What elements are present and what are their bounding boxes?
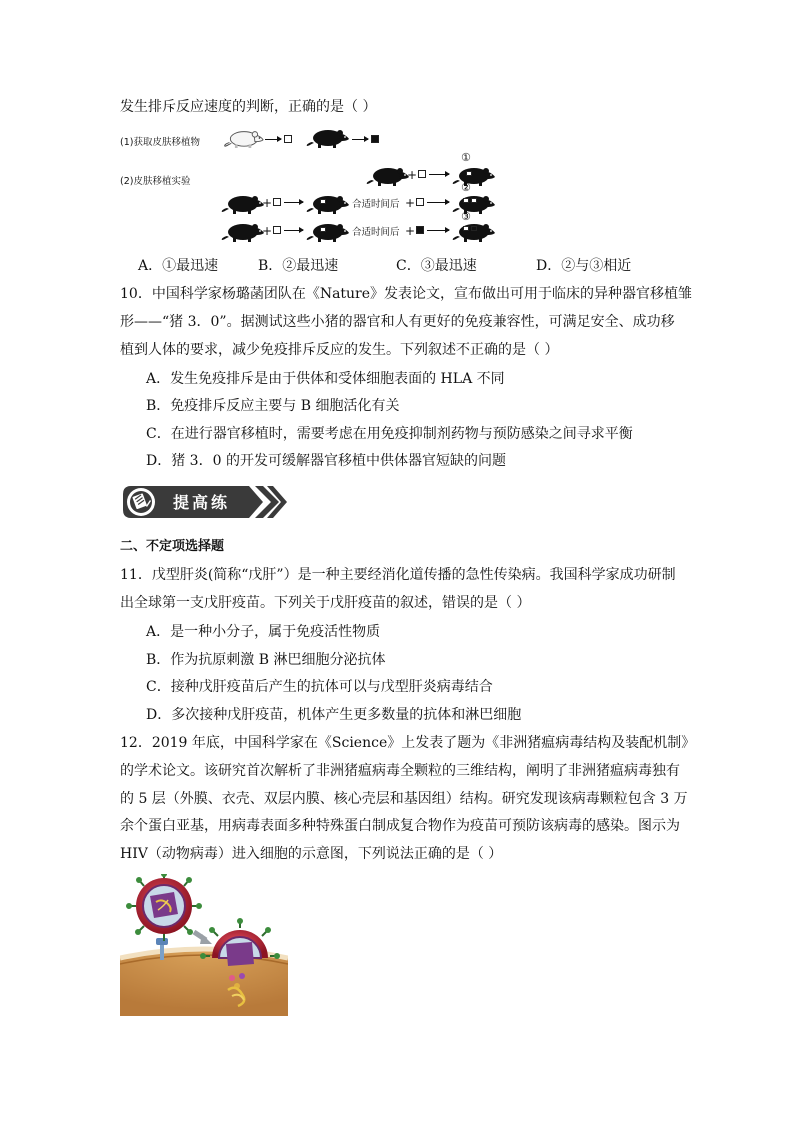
black-skin-graft-icon	[416, 226, 424, 234]
arrow	[429, 174, 449, 175]
q11-option-b: B．作为抗原刺激 B 淋巴细胞分泌抗体	[146, 652, 386, 668]
black-mouse-grafted	[452, 220, 496, 242]
practice-banner	[121, 484, 287, 520]
black-mouse-grafted	[306, 192, 350, 214]
q9-stem-tail: 发生排斥反应速度的判断，正确的是（ ）	[120, 99, 377, 115]
q12-stem-line: 的学术论文。该研究首次解析了非洲猪瘟病毒全颗粒的三维结构，阐明了非洲猪瘟病毒独有	[120, 763, 680, 779]
q9-option-b: B．②最迅速	[258, 258, 339, 274]
plus-sign: +	[407, 168, 418, 182]
arrow	[427, 202, 449, 203]
q10-stem-line: 植到人体的要求，减少免疫排斥反应的发生。下列叙述不正确的是（ ）	[120, 342, 559, 358]
q11-stem-line: 出全球第一支戊肝疫苗。下列关于戊肝疫苗的叙述，错误的是（ ）	[120, 595, 531, 611]
black-mouse-grafted	[452, 164, 496, 186]
mark-3: ③	[461, 210, 471, 223]
q10-option-c: C．在进行器官移植时，需要考虑在用免疫抑制剂药物与预防感染之间寻求平衡	[146, 426, 633, 442]
black-skin-graft-icon	[371, 135, 379, 143]
graft-patch-icon	[463, 198, 469, 203]
diagram-step1-label: (1)获取皮肤移植物	[120, 137, 200, 148]
arrow	[284, 202, 303, 203]
white-skin-graft-icon	[418, 170, 426, 178]
black-mouse-grafted	[452, 192, 496, 214]
black-mouse	[221, 220, 265, 242]
white-skin-graft-icon	[284, 135, 292, 143]
q12-stem-line: HIV（动物病毒）进入细胞的示意图，下列说法正确的是（ ）	[120, 846, 503, 862]
white-skin-graft-icon	[416, 198, 424, 206]
white-skin-graft-icon	[273, 226, 281, 234]
q11-option-c: C．接种戊肝疫苗后产生的抗体可以与戊型肝炎病毒结合	[146, 679, 493, 695]
arrow	[265, 139, 281, 140]
wait-label: 合适时间后	[352, 227, 400, 238]
black-mouse	[221, 192, 265, 214]
graft-patch-icon	[463, 226, 469, 231]
plus-sign: +	[405, 224, 416, 238]
q10-option-d: D．猪 3．0 的开发可缓解器官移植中供体器官短缺的问题	[146, 453, 506, 469]
q9-option-d: D．②与③相近	[536, 258, 632, 274]
graft-patch-icon	[471, 226, 477, 231]
q11-option-a: A．是一种小分子，属于免疫活性物质	[146, 624, 381, 640]
q11-option-d: D．多次接种戊肝疫苗，机体产生更多数量的抗体和淋巴细胞	[146, 707, 522, 723]
mark-2: ②	[461, 181, 471, 194]
q12-stem-line: 余个蛋白亚基，用病毒表面多种特殊蛋白制成复合物作为疫苗可预防该病毒的感染。图示为	[120, 818, 680, 834]
q10-option-b: B．免疫排斥反应主要与 B 细胞活化有关	[146, 398, 400, 414]
q10-option-a: A．发生免疫排斥是由于供体和受体细胞表面的 HLA 不同	[146, 371, 505, 387]
white-mouse-donor	[224, 128, 264, 148]
plus-sign: +	[262, 196, 273, 210]
hiv-entry-illustration	[120, 874, 288, 1016]
graft-patch-icon	[466, 171, 472, 176]
plus-sign: +	[405, 196, 416, 210]
black-mouse	[366, 164, 410, 186]
graft-patch-icon	[320, 199, 326, 204]
section-title: 二、不定项选择题	[120, 539, 225, 554]
wait-label: 合适时间后	[352, 199, 400, 210]
black-mouse-grafted	[306, 220, 350, 242]
q9-option-a: A．①最迅速	[138, 258, 219, 274]
q10-stem-line: 10．中国科学家杨璐菡团队在《Nature》发表论文，宣布做出可用于临床的异种器官移植雏	[120, 286, 693, 302]
arrow	[284, 230, 303, 231]
graft-patch-icon	[471, 198, 477, 203]
arrow	[427, 230, 449, 231]
graft-patch-icon	[320, 227, 326, 232]
black-mouse-donor	[306, 126, 350, 148]
mark-1: ①	[461, 151, 471, 164]
plus-sign: +	[262, 224, 273, 238]
q11-stem-line: 11．戊型肝炎(简称“戊肝”）是一种主要经消化道传播的急性传染病。我国科学家成功研制	[120, 567, 676, 583]
banner-title: 提高练	[173, 493, 231, 512]
arrow	[352, 139, 368, 140]
q12-stem-line: 12．2019 年底，中国科学家在《Science》上发表了题为《非洲猪瘟病毒结构及装配机制》	[120, 735, 696, 751]
q9-option-c: C．③最迅速	[396, 258, 477, 274]
q12-stem-line: 的 5 层（外膜、衣壳、双层内膜、核心壳层和基因组）结构。研究发现该病毒颗粒包含 3 万	[120, 791, 688, 807]
q10-stem-line: 形——“猪 3．0”。据测试这些小猪的器官和人有更好的免疫兼容性，可满足安全、成功移	[120, 314, 675, 330]
diagram-step2-label: (2)皮肤移植实验	[120, 176, 191, 187]
white-skin-graft-icon	[273, 198, 281, 206]
